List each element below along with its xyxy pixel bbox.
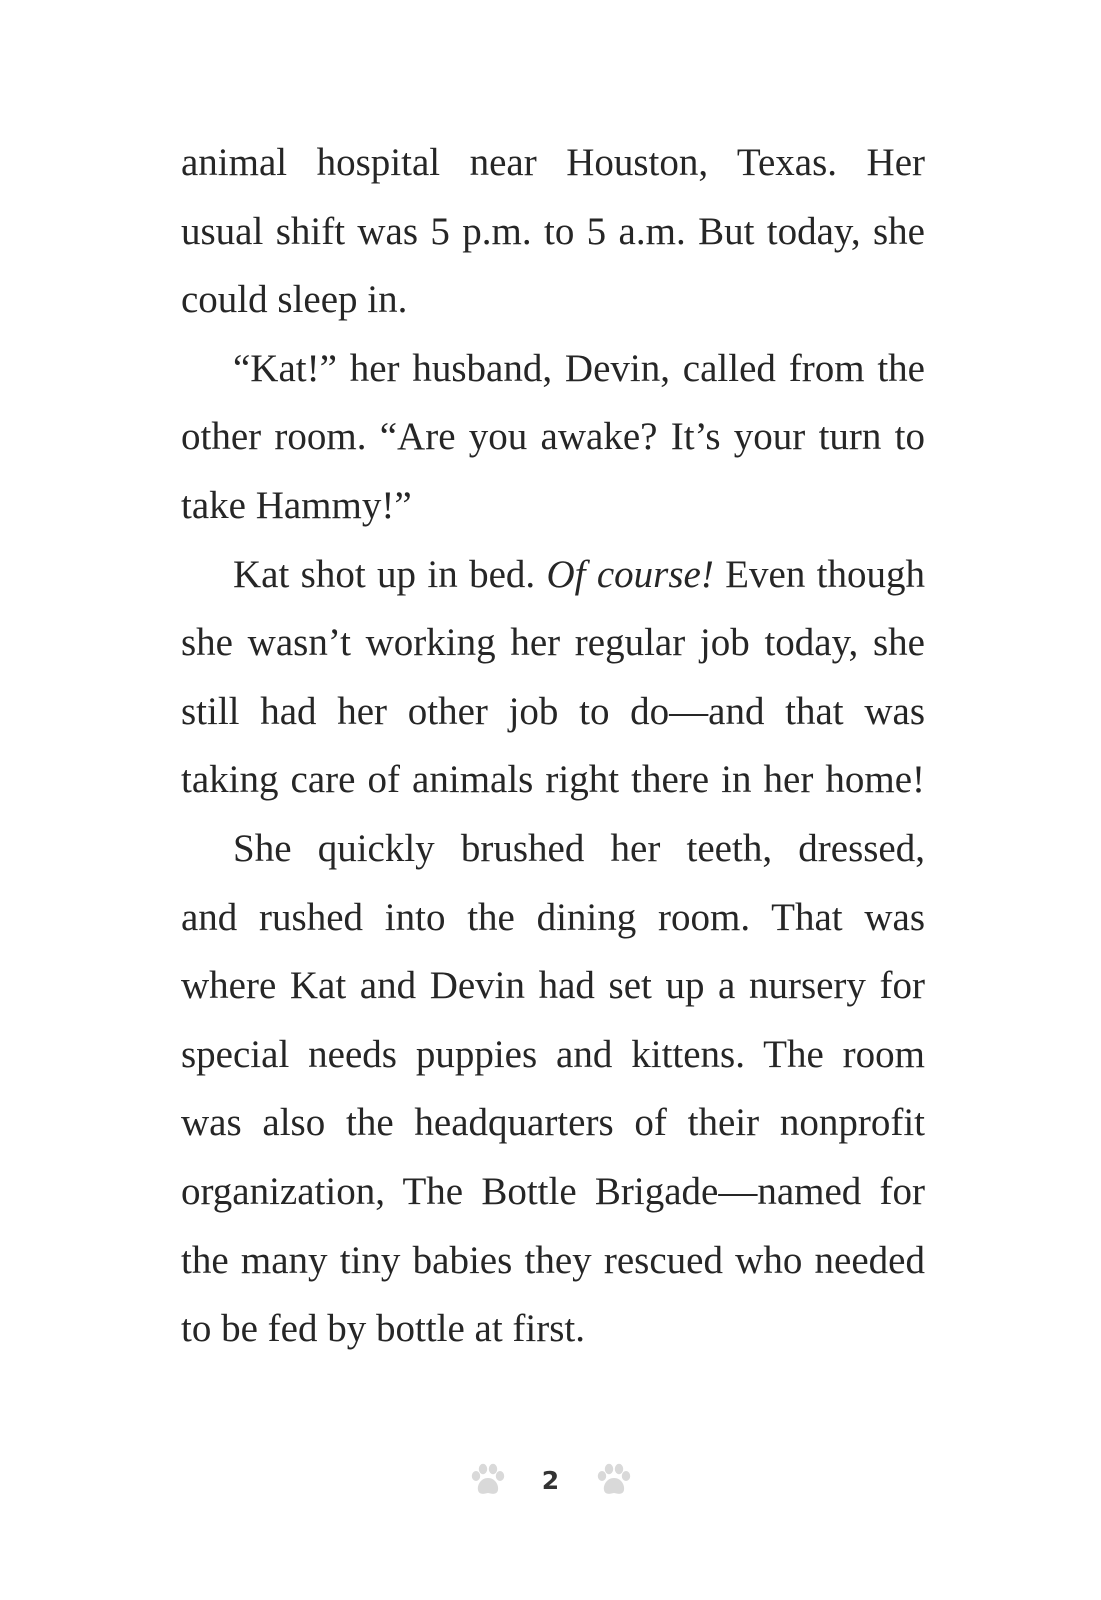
text-line: was also the headquarters of their nonprofit (181, 1101, 925, 1145)
text-line: special needs puppies and kittens. The room (181, 1032, 925, 1076)
text-line: still had her other job to do—and that was (181, 689, 925, 733)
text-line: organization, The Bottle Brigade—named for (181, 1169, 925, 1213)
text-line: and rushed into the dining room. That was (181, 895, 925, 939)
text-line (181, 541, 925, 610)
text-line: where Kat and Devin had set up a nursery for (181, 964, 925, 1008)
text-line: She quickly brushed her teeth, dressed, (233, 826, 925, 870)
italic-emphasis: Of course! (546, 552, 714, 596)
text-line: animal hospital near Houston, Texas. Her (181, 141, 925, 184)
page-footer (0, 1458, 1101, 1502)
text-line: usual shift was 5 p.m. to 5 a.m. But today, she (181, 209, 925, 253)
body-text (181, 129, 925, 1364)
text-line: to be fed by bottle at first. (181, 1307, 585, 1351)
text-line: could sleep in. (181, 278, 408, 322)
text-line: the many tiny babies they rescued who needed (181, 1238, 925, 1282)
paw-print-icon (596, 1463, 632, 1497)
page-number: 2 (541, 1465, 560, 1495)
text-line: “Kat!” her husband, Devin, called from the (233, 346, 925, 390)
text-line: she wasn’t working her regular job today, she (181, 621, 925, 665)
text-run: Kat shot up in bed. (233, 552, 547, 596)
text-line: taking care of animals right there in her home! (181, 758, 925, 802)
paw-print-icon (470, 1463, 506, 1497)
text-run: Even though (713, 552, 926, 596)
text-line: take Hammy!” (181, 483, 412, 527)
text-line: other room. “Are you awake? It’s your turn to (181, 415, 925, 459)
